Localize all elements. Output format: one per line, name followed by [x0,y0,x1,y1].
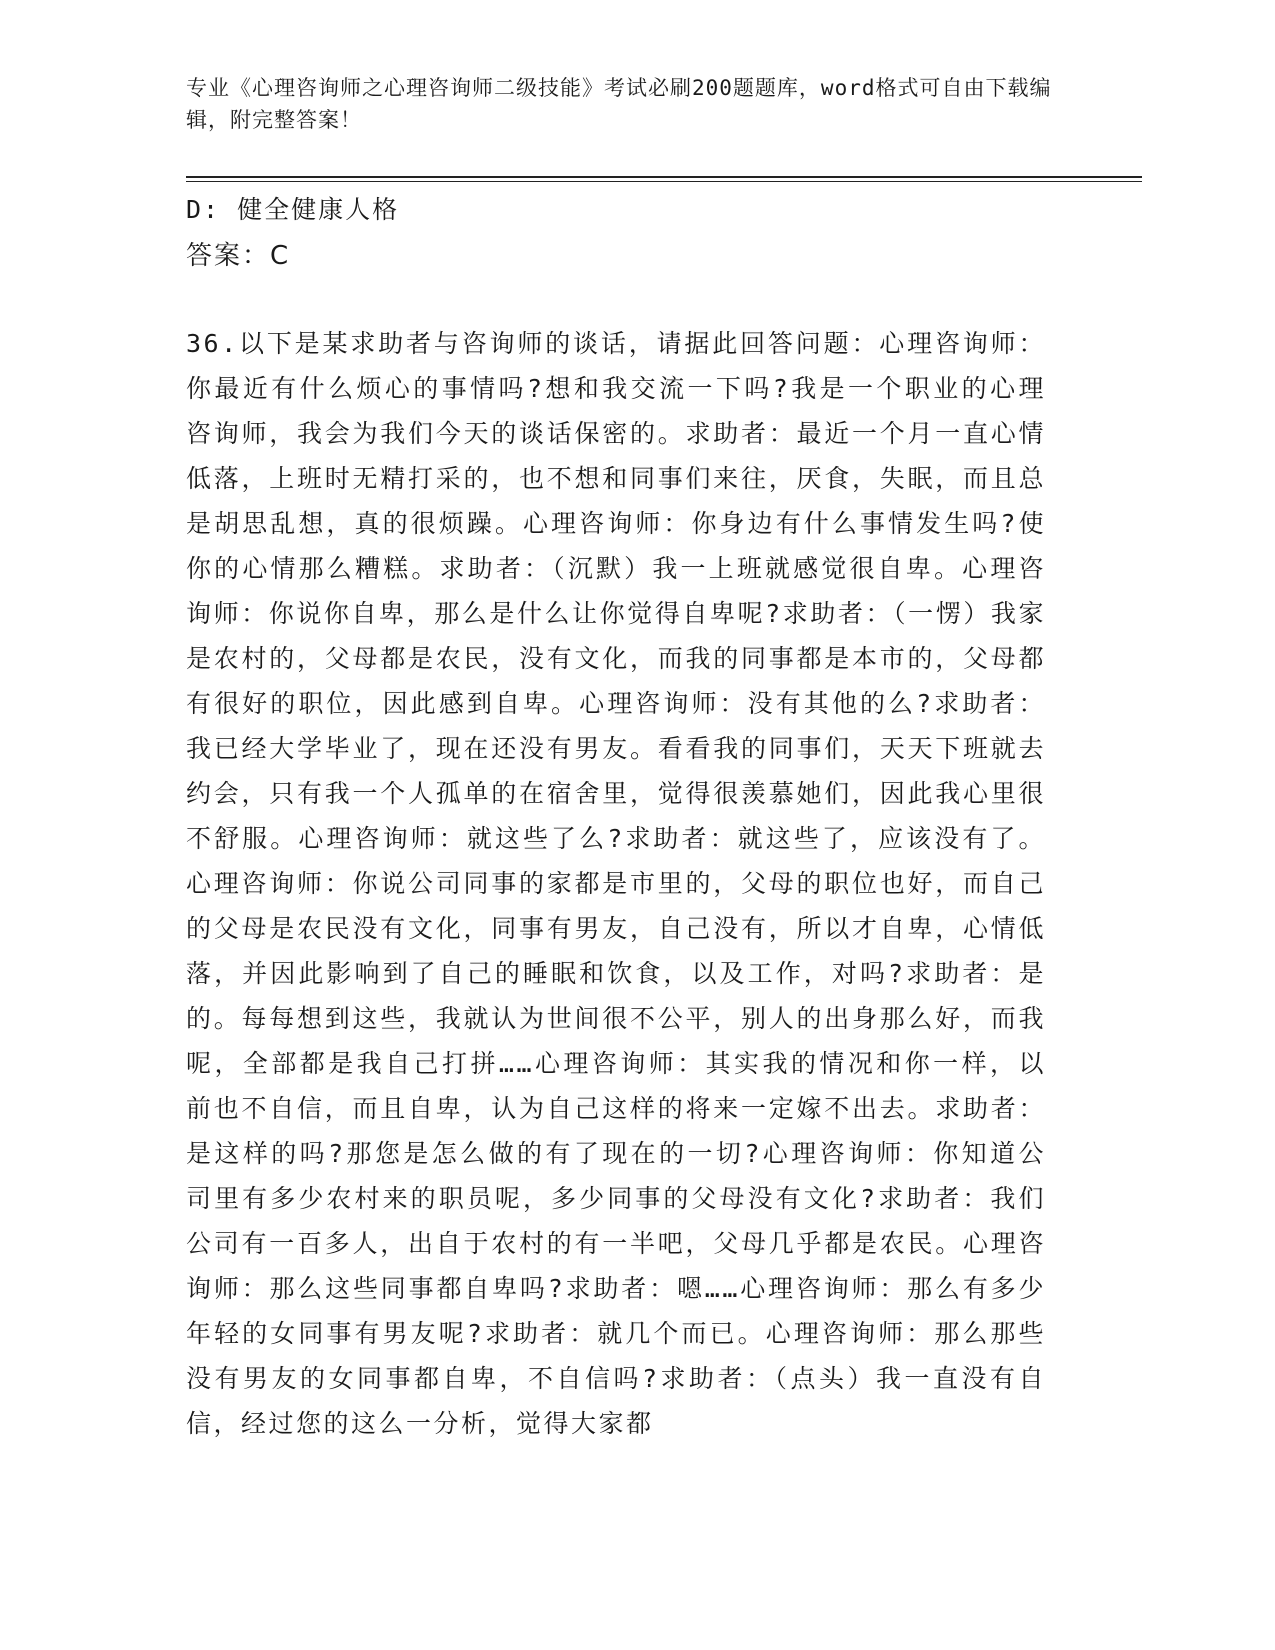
answer-line: 答案：C [186,241,291,271]
option-d: D: 健全健康人格 [186,195,400,224]
header-divider-thin [186,181,1142,182]
document-header: 专业《心理咨询师之心理咨询师二级技能》考试必刷200题题库，word格式可自由下载编辑，附完整答案！ [186,76,1052,132]
header-divider-thick [186,176,1142,178]
question-36-text: 36.以下是某求助者与咨询师的谈话，请据此回答问题：心理咨询师：你最近有什么烦心的事情吗?想和我交流一下吗?我是一个职业的心理咨询师，我会为我们今天的谈话保密的。求助者：最近一个月一直心情低落，上班时无精打采的，也不想和同事们来往，厌食，失眠，而且总是胡思乱想，真的很烦躁。心理咨询师：你身边有什么事情发生吗?使你的心情那么糟糕。求助者：（沉默）我一上班就感觉很自卑。心理咨询师：你说你自卑，那么是什么让你觉得自卑呢?求助者：（一愣）我家是农村的，父母都是农民，没有文化，而我的同事都是本市的，父母都有很好的职位，因此感到自卑。心理咨询师：没有其他的么?求助者：我已经大学毕业了，现在还没有男友。看看我的同事们，天天下班就去约会，只有我一个人孤单的在宿舍里，觉得很羡慕她们，因此我心里很不舒服。心理咨询师：就这些了么?求助者：就这些了，应该没有了。心理咨询师：你说公司同事的家都是市里的，父母的职位也好，而自己的父母是农民没有文化，同事有男友，自己没有，所以才自卑，心情低落，并因此影响到了自己的睡眠和饮食，以及工作，对吗?求助者：是的。每每想到这些，我就认为世间很不公平，别人的出身那么好，而我呢，全部都是我自己打拼……心理咨询师：其实我的情况和你一样，以前也不自信，而且自卑，认为自己这样的将来一定嫁不出去。求助者：是这样的吗?那您是怎么做的有了现在的一切?心理咨询师：你知道公司里有多少农村来的职员呢，多少同事的父母没有文化?求助者：我们公司有一百多人，出自于农村的有一半吧，父母几乎都是农民。心理咨询师：那么这些同事都自卑吗?求助者：嗯……心理咨询师：那么有多少年轻的女同事有男友呢?求助者：就几个而已。心理咨询师：那么那些没有男友的女同事都自卑，不自信吗?求助者：（点头）我一直没有自信，经过您的这么一分析，觉得大家都 [186,329,1046,1438]
